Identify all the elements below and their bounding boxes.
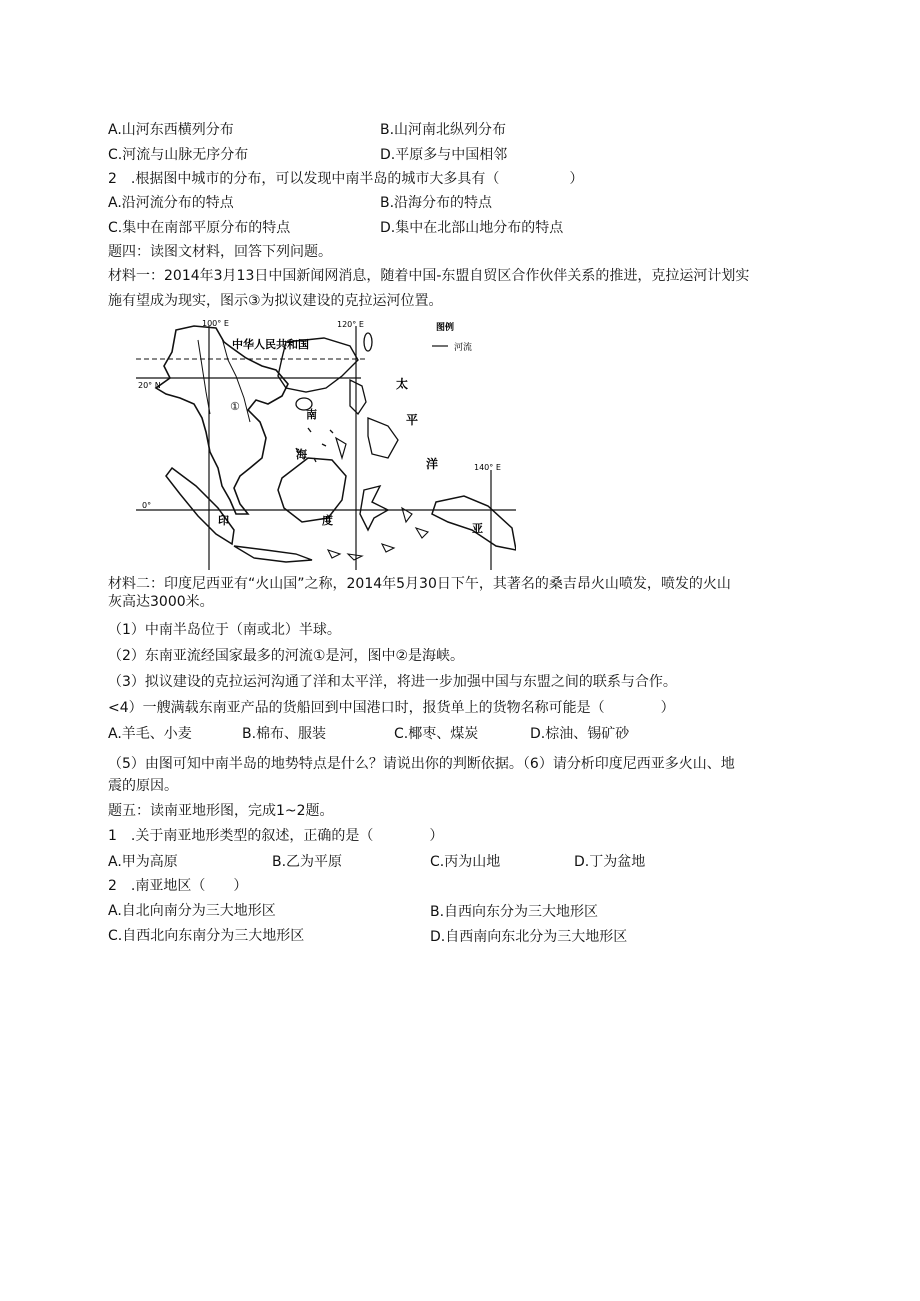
q4-sub4-option-b: B.棉布、服装 xyxy=(242,726,327,742)
option-c: C.河流与山脉无序分布 xyxy=(108,147,249,163)
label-equator: 0° xyxy=(142,501,152,510)
label-100e: 100° E xyxy=(202,319,229,328)
q4-sub4-option-d: D.棕油、锡矿砂 xyxy=(530,726,630,742)
label-ping: 平 xyxy=(406,413,419,427)
q5-q2-option-d: D.自西南向东北分为三大地形区 xyxy=(430,929,628,945)
q5-q1-option-d: D.丁为盆地 xyxy=(574,854,646,870)
q5-q1-option-a: A.甲为高原 xyxy=(108,854,178,870)
legend-title: 图例 xyxy=(436,323,455,333)
q4-sub-5-6-line1: （5）由图可知中南半岛的地势特点是什么？请说出你的判断依据。（6）请分析印度尼西亚多火山、地 xyxy=(108,756,735,772)
q2-option-a: A.沿河流分布的特点 xyxy=(108,195,234,211)
q4-material1-line1: 材料一：2014年3月13日中国新闻网消息，随着中国-东盟自贸区合作伙伴关系的推进，克拉运河计划实 xyxy=(108,268,750,284)
q5-q1-stem: 1 .关于南亚地形类型的叙述，正确的是（ ） xyxy=(108,828,444,844)
q4-sub4-option-a: A.羊毛、小麦 xyxy=(108,726,192,742)
q4-sub-3: （3）拟议建设的克拉运河沟通了洋和太平洋，将进一步加强中国与东盟之间的联系与合作。 xyxy=(108,674,677,690)
q5-q1-option-b: B.乙为平原 xyxy=(272,854,343,870)
label-ya: 亚 xyxy=(472,522,483,535)
option-a: A.山河东西横列分布 xyxy=(108,122,234,138)
q2-option-b: B.沿海分布的特点 xyxy=(380,195,493,211)
q5-q2-option-c: C.自西北向东南分为三大地形区 xyxy=(108,928,305,944)
label-china: 中华人民共和国 xyxy=(232,338,309,351)
q4-sub-5-6-line2: 震的原因。 xyxy=(108,778,178,794)
label-tai: 太 xyxy=(396,377,409,391)
label-nan: 南 xyxy=(306,408,317,421)
q4-sub4-option-c: C.椰枣、煤炭 xyxy=(394,726,479,742)
question-2-stem: 2 .根据图中城市的分布，可以发现中南半岛的城市大多具有（ ） xyxy=(108,171,584,187)
q2-option-c: C.集中在南部平原分布的特点 xyxy=(108,220,291,236)
label-20n: 20° N xyxy=(138,381,161,390)
southeast-asia-map xyxy=(136,318,516,570)
label-yin: 印 xyxy=(218,514,229,527)
q5-q2-stem: 2 .南亚地区（ ） xyxy=(108,878,248,894)
option-d: D.平原多与中国相邻 xyxy=(380,147,508,163)
q4-material2-line1: 材料二：印度尼西亚有“火山国”之称，2014年5月30日下午，其著名的桑吉昂火山喷发，喷发的火山 xyxy=(108,576,731,592)
q5-title: 题五：读南亚地形图，完成1~2题。 xyxy=(108,803,334,819)
option-b: B.山河南北纵列分布 xyxy=(380,122,507,138)
q2-option-d: D.集中在北部山地分布的特点 xyxy=(380,220,564,236)
legend-river: 河流 xyxy=(454,343,473,353)
label-du: 度 xyxy=(322,514,333,527)
q5-q1-option-c: C.丙为山地 xyxy=(430,854,501,870)
q4-material1-line2: 施有望成为现实，图示③为拟议建设的克拉运河位置。 xyxy=(108,293,443,309)
q4-sub-1: （1）中南半岛位于（南或北）半球。 xyxy=(108,622,341,638)
label-hai: 海 xyxy=(296,448,307,461)
q5-q2-option-a: A.自北向南分为三大地形区 xyxy=(108,903,276,919)
label-yang: 洋 xyxy=(426,457,439,471)
q4-title: 题四：读图文材料，回答下列问题。 xyxy=(108,244,332,260)
q4-sub-2: （2）东南亚流经国家最多的河流①是河，图中②是海峡。 xyxy=(108,648,465,664)
q5-q2-option-b: B.自西向东分为三大地形区 xyxy=(430,904,599,920)
label-circle-1: ① xyxy=(230,400,240,413)
q4-sub-4: <4）一艘满载东南亚产品的货船回到中国港口时，报货单上的货物名称可能是（ ） xyxy=(108,700,675,716)
label-120e: 120° E xyxy=(337,320,364,329)
q4-material2-line2: 灰高达3000米。 xyxy=(108,594,214,610)
label-140e: 140° E xyxy=(474,463,501,472)
